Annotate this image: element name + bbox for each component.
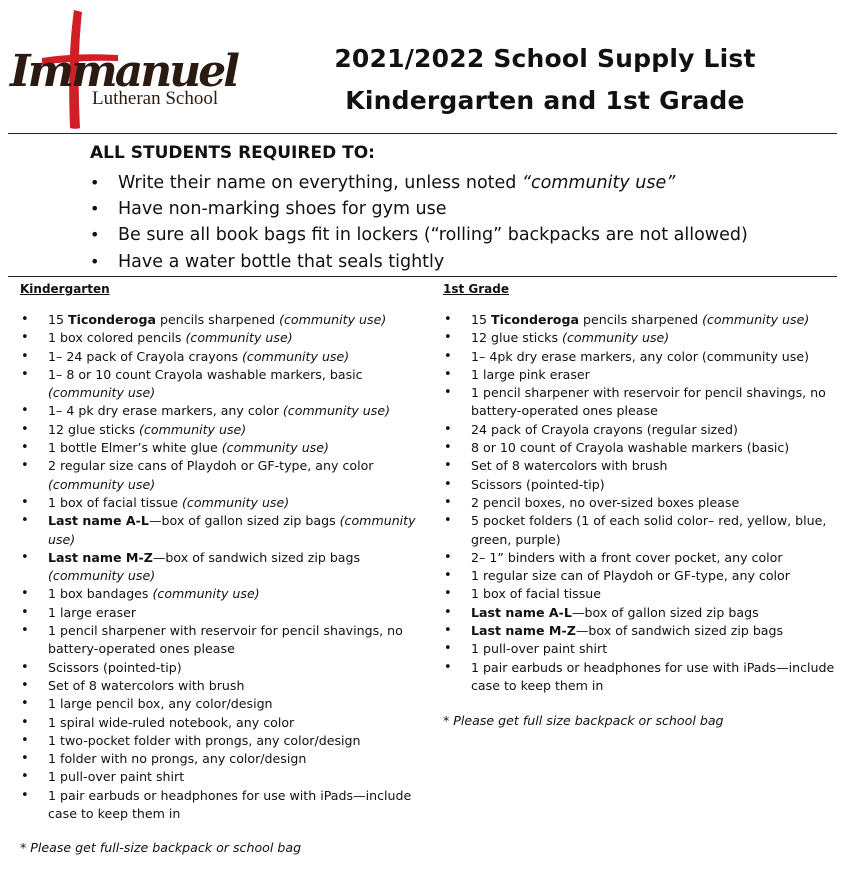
item-text: 1 pull-over paint shirt <box>48 769 185 785</box>
kindergarten-footnote: * Please get full-size backpack or school bag <box>20 840 302 855</box>
item-text: pencils sharpened <box>155 312 280 327</box>
item-bold: Last name M-Z <box>48 549 153 565</box>
supply-item <box>20 421 425 439</box>
item-text: 1 pencil sharpener with reservoir for pencil shavings, no battery-operated ones please <box>48 623 403 657</box>
item-text: 1 folder with no prongs, any color/design <box>48 751 307 767</box>
item-text: 1 regular size can of Playdoh or GF-type, any color <box>471 568 790 584</box>
item-text: 1 spiral wide-ruled notebook, any color <box>48 714 295 730</box>
supply-item <box>443 311 838 329</box>
requirement-note: “community use” <box>521 173 676 193</box>
top-divider <box>8 133 837 134</box>
supply-item <box>20 659 425 677</box>
supply-item <box>443 439 838 457</box>
logo-graphic <box>8 8 253 130</box>
supply-item <box>20 402 425 420</box>
item-text: pencils sharpened <box>578 312 703 327</box>
item-count: 15 <box>48 312 69 327</box>
supply-item <box>443 329 838 347</box>
section-divider <box>8 276 837 277</box>
supply-item <box>20 732 425 750</box>
item-note: (community use) <box>562 330 670 346</box>
supply-item <box>20 695 425 713</box>
requirement-item: • Have non-marking shoes for gym use <box>88 196 748 222</box>
item-text: 2– 1” binders with a front cover pocket, any color <box>471 549 783 565</box>
item-text: 1 box colored pencils <box>48 330 186 346</box>
item-text: 1– 4 pk dry erase markers, any color <box>48 403 283 419</box>
item-count: 15 <box>471 312 492 327</box>
page-subtitle: Kindergarten and 1st Grade <box>345 86 745 115</box>
item-bold: Last name A-L <box>48 513 149 529</box>
item-text: 1 large eraser <box>48 604 137 620</box>
item-note: (community use) <box>185 330 293 346</box>
item-text: 12 glue sticks <box>471 330 563 346</box>
supply-item <box>20 457 425 494</box>
kindergarten-heading: Kindergarten <box>20 282 110 296</box>
supply-item <box>443 476 838 494</box>
item-note: (community use) <box>702 312 810 327</box>
item-text: 1 box bandages <box>48 586 153 602</box>
supply-item <box>443 622 838 640</box>
item-text: 1 pair earbuds or headphones for use with iPads—include case to keep them in <box>48 787 412 822</box>
item-note: (community use) <box>48 568 156 584</box>
supply-item <box>20 585 425 603</box>
item-text: 1 box of facial tissue <box>471 586 602 602</box>
item-bold: Last name M-Z <box>471 623 576 639</box>
supply-item <box>20 366 425 403</box>
first-grade-heading: 1st Grade <box>443 282 509 296</box>
item-text: 1 large pink eraser <box>471 366 590 382</box>
supply-item <box>443 384 838 421</box>
supply-item <box>443 604 838 622</box>
supply-item <box>443 640 838 658</box>
item-note: (community use) <box>242 348 350 364</box>
first-grade-footnote: * Please get full size backpack or school bag <box>443 713 724 728</box>
supply-item <box>20 750 425 768</box>
item-brand: Ticonderoga <box>68 312 156 327</box>
supply-item <box>20 329 425 347</box>
item-note: (community use) <box>48 385 156 401</box>
kindergarten-list <box>20 311 425 823</box>
supply-item <box>20 348 425 366</box>
school-logo <box>8 8 253 130</box>
supply-item <box>20 494 425 512</box>
supply-item <box>443 567 838 585</box>
supply-item <box>443 366 838 384</box>
item-note: (community use) <box>48 513 416 547</box>
item-note: (community use) <box>221 440 329 456</box>
logo-name: Immanuel <box>10 46 240 97</box>
requirement-item: • Be sure all book bags fit in lockers (“rolling” backpacks are not allowed) <box>88 222 748 248</box>
item-text: Scissors (pointed-tip) <box>48 659 182 675</box>
item-note: (community use) <box>152 586 260 602</box>
supply-item <box>20 768 425 786</box>
item-text: 1 pencil sharpener with reservoir for pencil shavings, no battery-operated ones please <box>471 385 826 419</box>
item-note: (community use) <box>139 421 247 437</box>
supply-item <box>20 677 425 695</box>
item-brand: Ticonderoga <box>491 312 579 327</box>
item-text: 1 bottle Elmer’s white glue <box>48 440 222 456</box>
item-note: (community use) <box>48 476 156 492</box>
supply-item <box>443 659 838 696</box>
requirements-heading: ALL STUDENTS REQUIRED TO: <box>90 143 375 163</box>
supply-item <box>443 585 838 603</box>
first-grade-column <box>443 281 838 695</box>
supply-item <box>20 439 425 457</box>
item-text: 8 or 10 count of Crayola washable markers (basic) <box>471 440 790 456</box>
item-text: 1 pull-over paint shirt <box>471 641 608 657</box>
item-text: 5 pocket folders (1 of each solid color– red, yellow, blue, green, purple) <box>471 513 827 547</box>
supply-item <box>443 348 838 366</box>
item-text: Set of 8 watercolors with brush <box>471 458 668 474</box>
supply-item <box>20 604 425 622</box>
requirements-list <box>88 170 748 275</box>
supply-item <box>20 549 425 586</box>
kindergarten-column <box>20 281 425 823</box>
item-text: 1 pair earbuds or headphones for use with iPads—include case to keep them in <box>471 659 835 693</box>
supply-item <box>443 457 838 475</box>
supply-item <box>20 622 425 659</box>
item-note: (community use) <box>279 312 387 327</box>
item-note: (community use) <box>182 494 290 510</box>
item-text: 1– 4pk dry erase markers, any color (community use) <box>471 348 810 364</box>
item-text: —box of gallon sized zip bags <box>571 604 759 620</box>
item-text: 1 two-pocket folder with prongs, any color/design <box>48 732 361 748</box>
page-title: 2021/2022 School Supply List <box>334 44 756 73</box>
item-text: Scissors (pointed-tip) <box>471 476 605 492</box>
item-text: 12 glue sticks <box>48 421 140 437</box>
item-note: (community use) <box>282 403 391 419</box>
supply-item <box>20 714 425 732</box>
supply-item <box>20 787 425 824</box>
supply-item <box>443 494 838 512</box>
item-text: 1 box of facial tissue <box>48 494 183 510</box>
first-grade-list <box>443 311 838 695</box>
supply-item <box>443 549 838 567</box>
supply-item <box>20 512 425 549</box>
item-text: —box of gallon sized zip bags <box>148 513 340 529</box>
item-text: 2 regular size cans of Playdoh or GF-type, any color <box>48 458 374 474</box>
item-bold: Last name A-L <box>471 604 572 620</box>
item-text: 1 large pencil box, any color/design <box>48 696 273 712</box>
item-text: —box of sandwich sized zip bags <box>575 623 784 639</box>
item-text: Set of 8 watercolors with brush <box>48 677 245 693</box>
logo-subtitle: Lutheran School <box>92 88 219 109</box>
supply-item <box>443 512 838 549</box>
item-text: 1– 24 pack of Crayola crayons <box>48 348 243 364</box>
item-text: —box of sandwich sized zip bags <box>152 549 361 565</box>
requirement-item: • Have a water bottle that seals tightly <box>88 249 748 275</box>
item-text: 2 pencil boxes, no over-sized boxes please <box>471 494 740 510</box>
supply-item <box>20 311 425 329</box>
supply-item <box>443 421 838 439</box>
requirement-item: • Write their name on everything, unless noted “community use” <box>88 170 748 196</box>
item-text: 24 pack of Crayola crayons (regular sized) <box>471 421 738 437</box>
item-text: 1– 8 or 10 count Crayola washable markers, basic <box>48 366 363 382</box>
